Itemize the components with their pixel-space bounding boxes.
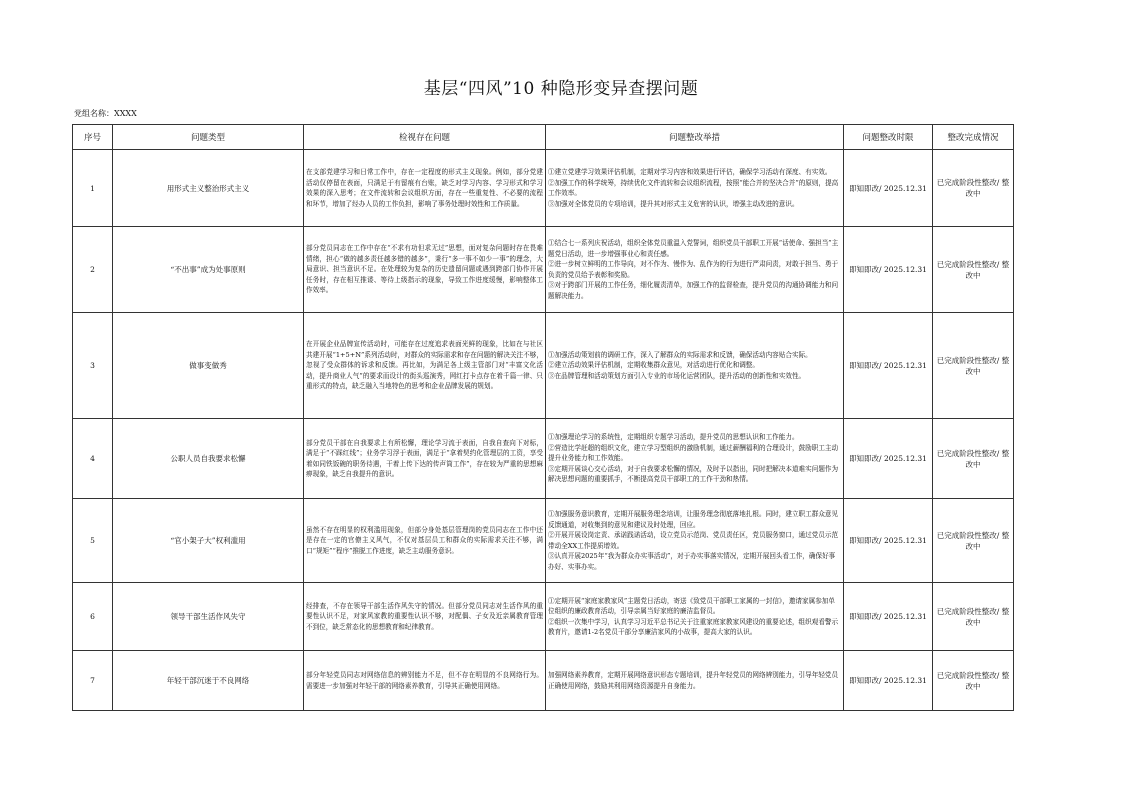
row-status: 已完成阶段性整改/ 整改中 bbox=[933, 499, 1014, 583]
row-type: 公职人员自我要求松懈 bbox=[113, 419, 304, 499]
row-problem: 经排查，不存在领导干部生活作风失守的情况。但部分党员同志对生活作风的重要性认识不足，对家风家教的重要性认识不够，对配偶、子女及近亲属教育管理不到位，缺乏常态化的思想教育和纪律教育。 bbox=[304, 583, 546, 651]
row-no: 7 bbox=[73, 651, 113, 711]
measure-item: ①定期开展“家庭家教家风”主题党日活动，寄送《致党员干部职工家属的一封信》，邀请家属参加单位组织的廉政教育活动，引导亲属当好家庭的廉洁监督员。 bbox=[548, 596, 835, 615]
row-deadline: 即知即改/ 2025.12.31 bbox=[844, 419, 933, 499]
row-no: 6 bbox=[73, 583, 113, 651]
measure-item: ①结合七一系列庆祝活动，组织全体党员重温入党誓词，组织党员干部职工开展“话使命、强担当”主题党日活动，进一步增强事业心和责任感。 bbox=[548, 239, 839, 258]
measure-item: ①建立党建学习效果评估机制，定期对学习内容和效果进行评估，确保学习活动有深度、有实效。 bbox=[548, 168, 832, 176]
row-deadline: 即知即改/ 2025.12.31 bbox=[844, 499, 933, 583]
header-type: 问题类型 bbox=[113, 125, 304, 150]
row-no: 4 bbox=[73, 419, 113, 499]
measure-item: ①加强活动策划前的调研工作，深入了解群众的实际需求和反馈，确保活动内容贴合实际。 bbox=[548, 350, 812, 359]
row-status: 已完成阶段性整改/ 整改中 bbox=[933, 313, 1014, 419]
row-problem: 在支部党建学习和日常工作中，存在一定程度的形式主义现象。例如，部分党建活动仅停留在表面，只满足于有留痕有台账，缺乏对学习内容、学习形式和学习效果的深入思考；在文件流转和会议组织方面，存在一些重复性、不必要的流程和环节，增加了经办人员的工作负担，影响了事务处理时效性和工作质量。 bbox=[304, 150, 546, 227]
row-problem: 部分党员同志在工作中存在“不求有功但求无过”思想，面对复杂问题时存在畏难情绪，担心“做的越多责任越多错的越多”，秉行“多一事不如少一事”的理念，大局意识、担当意识不足。在处理较为复杂的历史遗留问题或遇到跨部门协作开展任务时，存在相互推诿、等待上级指示的现象，导致工作进度缓慢，影响整体工作效率。 bbox=[304, 227, 546, 313]
header-measures: 问题整改举措 bbox=[546, 125, 844, 150]
table-row bbox=[73, 583, 1014, 651]
row-type: 用形式主义整治形式主义 bbox=[113, 150, 304, 227]
table-header-row bbox=[73, 125, 1014, 150]
row-status: 已完成阶段性整改/ 整改中 bbox=[933, 651, 1014, 711]
row-problem: 部分年轻党员同志对网络信息的辨别能力不足，但不存在明显的不良网络行为。需要进一步加强对年轻干部的网络素养教育，引导其正确使用网络。 bbox=[304, 651, 546, 711]
row-type: “不出事”成为处事原则 bbox=[113, 227, 304, 313]
table-row bbox=[73, 419, 1014, 499]
row-problem: 虽然不存在明显的权利滥用现象，但部分身处基层管理岗的党员同志在工作中还是存在一定的官僚主义风气，不仅对基层员工和群众的实际需求关注不够，满口“规矩”“程序”推脱工作进度，缺乏主动服务意识。 bbox=[304, 499, 546, 583]
row-measures bbox=[546, 227, 844, 313]
row-type: “官小架子大”权利滥用 bbox=[113, 499, 304, 583]
row-deadline: 即知即改/ 2025.12.31 bbox=[844, 227, 933, 313]
header-problem: 检视存在问题 bbox=[304, 125, 546, 150]
measure-item: ②建立活动效果评估机制，定期收集群众意见，对活动进行优化和调整。 bbox=[548, 361, 759, 370]
issue-table bbox=[72, 124, 1014, 711]
measure-item: ①加强理论学习的系统性，定期组织专题学习活动，提升党员的思想认识和工作能力。 bbox=[548, 433, 799, 442]
measure-item: ②进一步树立鲜明的工作导向，对不作为、慢作为、乱作为的行为进行严肃问责，对敢于担当、勇于负责的党员给予表彰和奖励。 bbox=[548, 260, 839, 279]
measure-item: ②营造比学赶超的组织文化，建立学习型组织的激励机制，通过薪酬福利的合理设计，鼓励职工主动提升业务能力和工作效能。 bbox=[548, 443, 839, 463]
row-deadline: 即知即改/ 2025.12.31 bbox=[844, 313, 933, 419]
org-name-label: 党组名称：XXXX bbox=[74, 109, 137, 118]
row-deadline: 即知即改/ 2025.12.31 bbox=[844, 651, 933, 711]
measure-item: ②加强工作的科学统筹，持续优化文件流转和会议组织流程，按照“能合并的坚决合并”的原则，提高工作效率。 bbox=[548, 178, 839, 197]
row-no: 5 bbox=[73, 499, 113, 583]
row-type: 年轻干部沉迷于不良网络 bbox=[113, 651, 304, 711]
measure-item: ②开展开展设岗定责、承诺践诺活动，设立党员示范岗、党员责任区，党员服务窗口，通过党员示范带动全XX工作提质增效。 bbox=[548, 531, 839, 550]
measure-item: ①加强服务意识教育，定期开展服务理念培训，让服务理念彻底落地扎根。同时，建立职工群众意见反馈通道，对收集到的意见和建议及时处理，回应。 bbox=[548, 510, 839, 529]
row-no: 1 bbox=[73, 150, 113, 227]
row-status: 已完成阶段性整改/ 整改中 bbox=[933, 150, 1014, 227]
row-type: 做事变做秀 bbox=[113, 313, 304, 419]
row-no: 2 bbox=[73, 227, 113, 313]
row-measures bbox=[546, 150, 844, 227]
row-measures bbox=[546, 313, 844, 419]
header-deadline: 问题整改时限 bbox=[844, 125, 933, 150]
measure-item: ③对于跨部门开展的工作任务，细化履责清单，加强工作的监督检查，提升党员的沟通协调能力和问题解决能力。 bbox=[548, 281, 839, 300]
measure-item: ③定期开展谈心交心活动，对于自我要求松懈的情况，及时予以指出，同时把解决本道难实问题作为解决思想问题的重要抓手，不断提高党员干部职工的工作干劲和热情。 bbox=[548, 464, 839, 484]
row-type: 领导干部生活作风失守 bbox=[113, 583, 304, 651]
document-title: 基层“四风”10 种隐形变异查摆问题 bbox=[423, 79, 699, 99]
row-problem: 部分党员干部在自我要求上有所松懈，理论学习流于表面，自我自查向下对标，满足于“不踩红线”；业务学习浮于表面，满足于“拿着契约化管理层的工资，享受着如同铁饭碗的职务待遇，干着上传下达的传声筒工作”，存在较为严重的思想麻痹现象，缺乏自我提升的意识。 bbox=[304, 419, 546, 499]
row-deadline: 即知即改/ 2025.12.31 bbox=[844, 150, 933, 227]
row-no: 3 bbox=[73, 313, 113, 419]
table-row bbox=[73, 313, 1014, 419]
row-measures bbox=[546, 499, 844, 583]
measure-item: ③认真开展2025年“我为群众办实事活动”，对于办实事落实情况，定期开展回头看工作，确保好事办好、实事办实。 bbox=[548, 552, 836, 571]
row-measures bbox=[546, 419, 844, 499]
measure-item: 加强网络素养教育，定期开展网络意识形态专题培训，提升年轻党员的网络辨别能力，引导年轻党员正确使用网络，鼓励其利用网络资源提升自身能力。 bbox=[548, 671, 839, 690]
row-deadline: 即知即改/ 2025.12.31 bbox=[844, 583, 933, 651]
measure-item: ②组织一次集中学习，认真学习习近平总书记关于注重家庭家教家风建设的重要论述，组织观看警示教育片，邀请1-2名党员干部分享廉洁家风的小故事，提高大家的认识。 bbox=[548, 617, 839, 636]
row-problem: 在开展企业品牌宣传活动时，可能存在过度追求表面光鲜的现象，比如在与社区共建开展“1+5+N”系列活动时，对群众的实际需求和存在问题的解决关注不够，忽视了受众群体的诉求和反馈。再比如，为满足各上级主管部门对“丰富文化活动，提升商业人气”的要求而设计的街头巡演秀，网红打卡点存在着千篇一律、只重形式的特点，缺乏融入当地特色的思考和企业品牌发展的规划。 bbox=[304, 313, 546, 419]
row-status: 已完成阶段性整改/ 整改中 bbox=[933, 227, 1014, 313]
measure-item: ③在品牌管理和活动策划方面引入专业的市场化运营团队，提升活动的创新性和实效性。 bbox=[548, 371, 806, 380]
header-status: 整改完成情况 bbox=[933, 125, 1014, 150]
table-row bbox=[73, 227, 1014, 313]
row-status: 已完成阶段性整改/ 整改中 bbox=[933, 419, 1014, 499]
measure-item: ③加强对全体党员的专项培训，提升其对形式主义危害的认识，增强主动改进的意识。 bbox=[548, 199, 799, 208]
table-row bbox=[73, 499, 1014, 583]
table-row bbox=[73, 651, 1014, 711]
table-row bbox=[73, 150, 1014, 227]
row-measures bbox=[546, 583, 844, 651]
row-measures bbox=[546, 651, 844, 711]
row-status: 已完成阶段性整改/ 整改中 bbox=[933, 583, 1014, 651]
header-no: 序号 bbox=[73, 125, 113, 150]
